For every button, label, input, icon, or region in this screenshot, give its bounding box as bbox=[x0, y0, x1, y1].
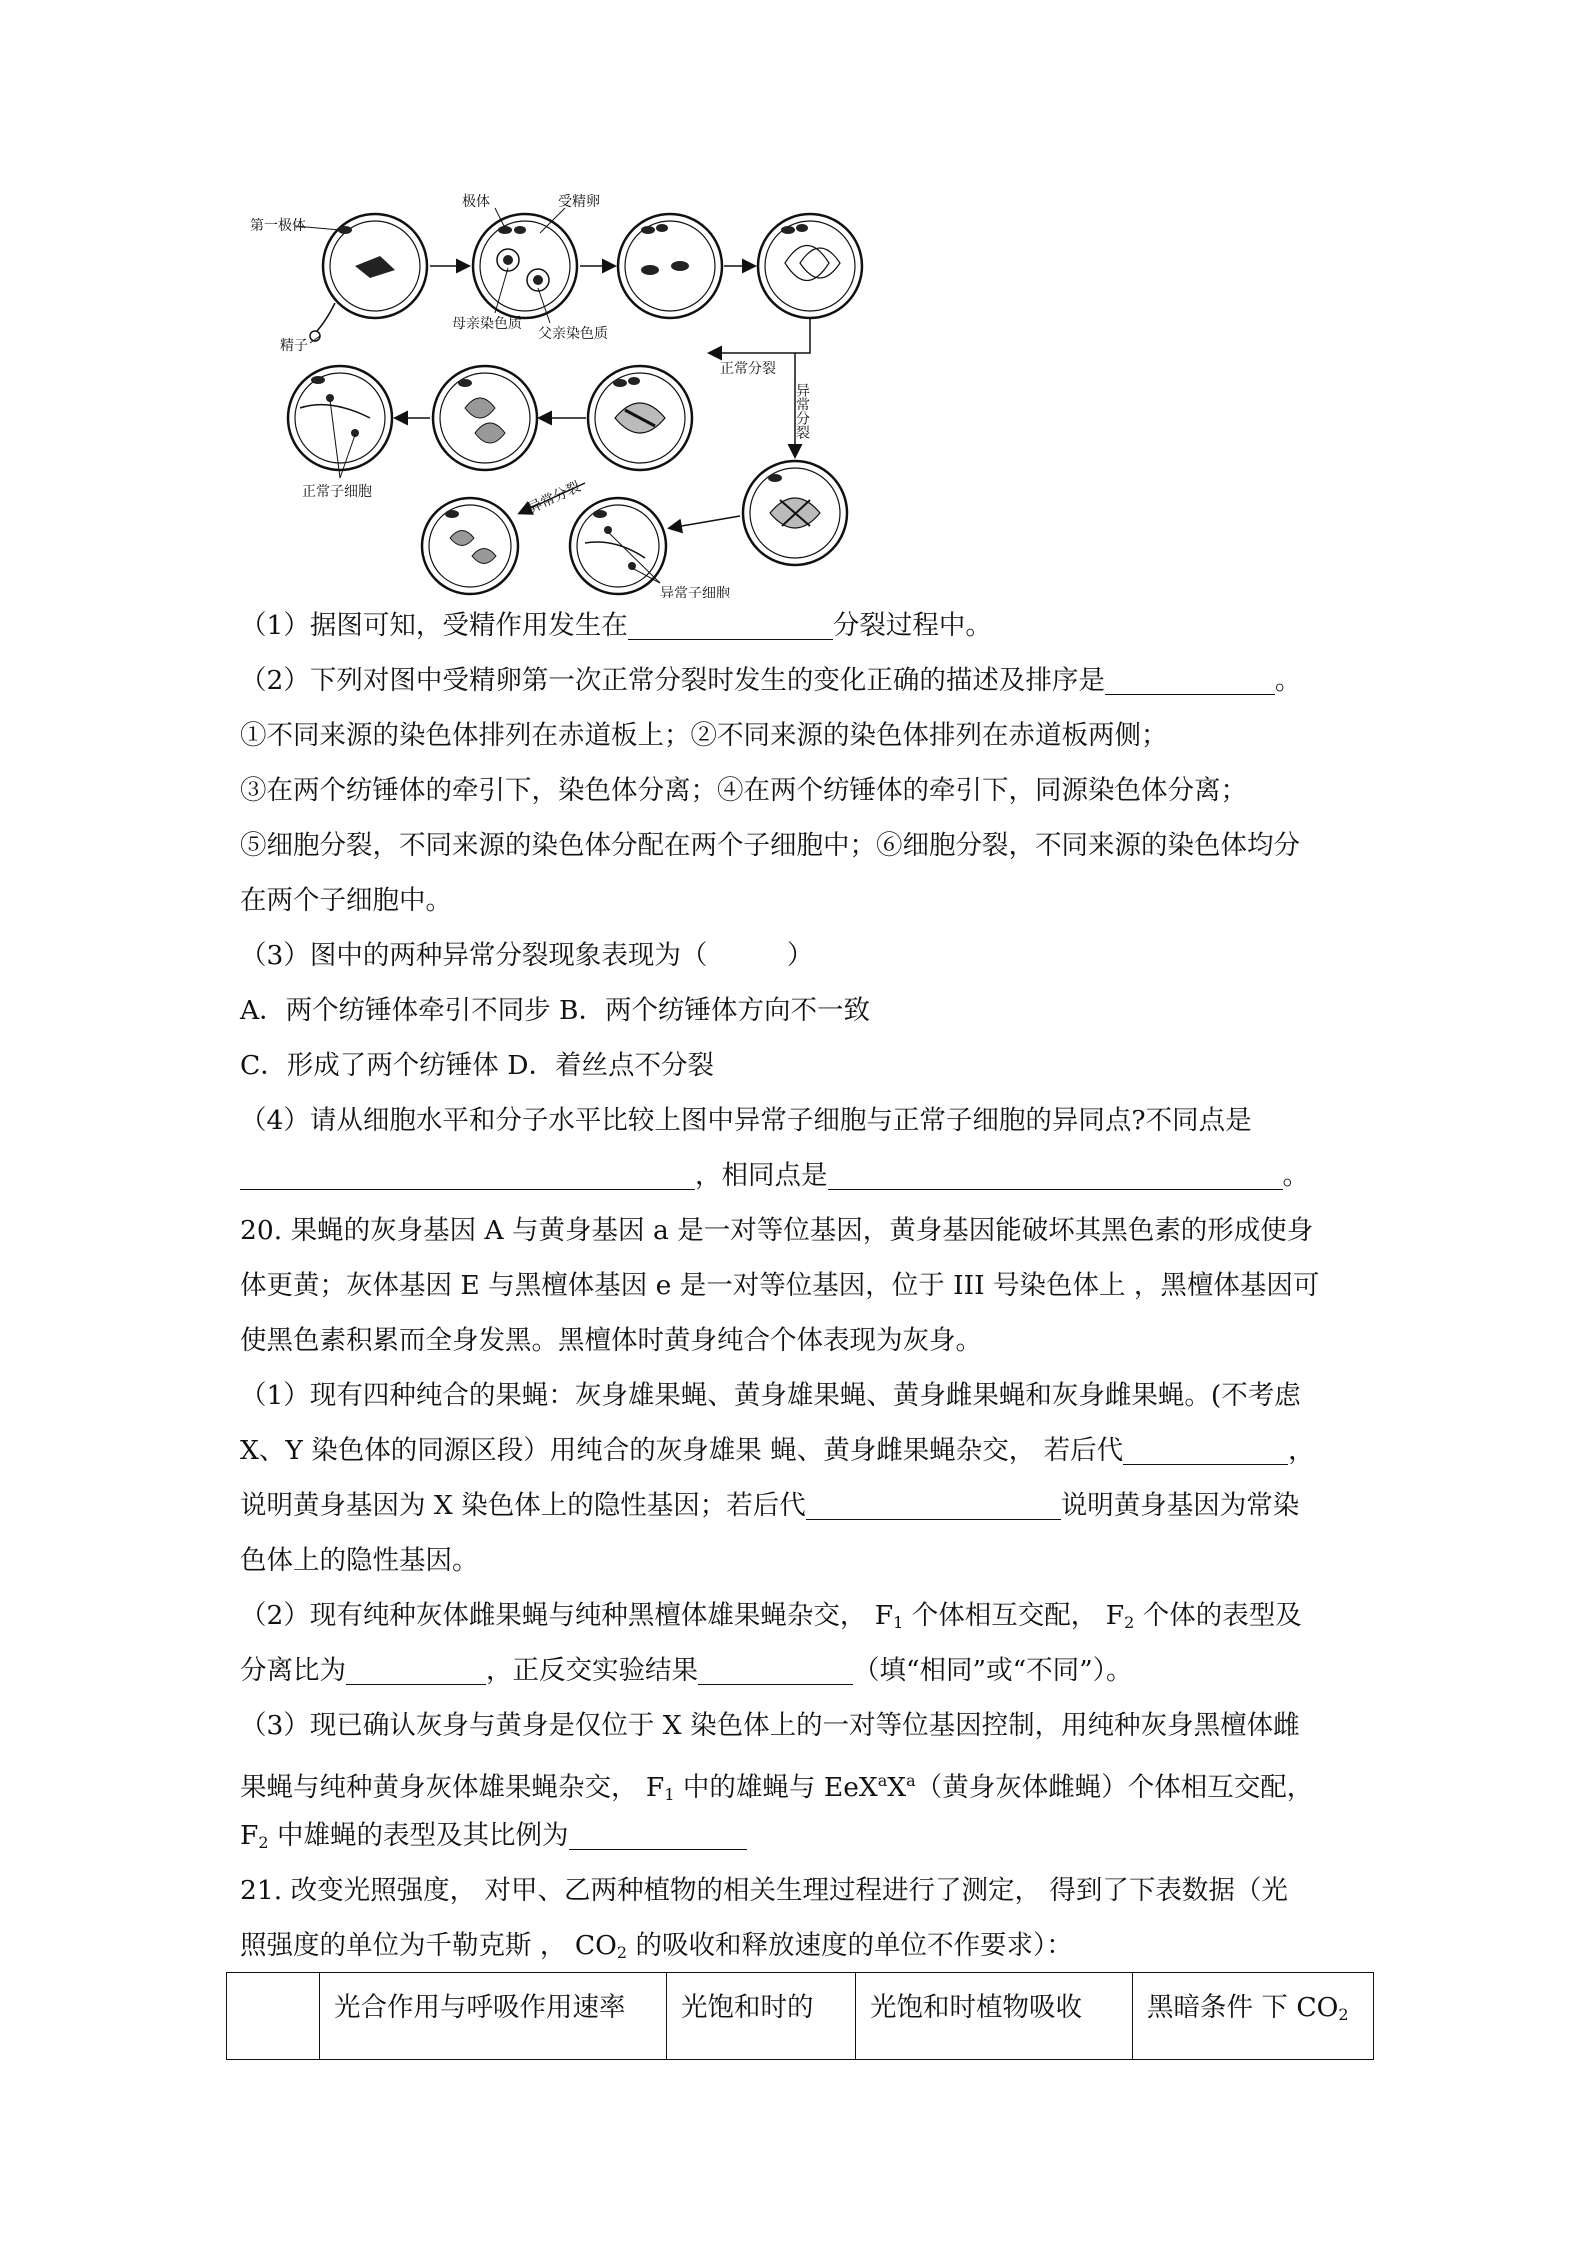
q19-1: （1）据图可知，受精作用发生在 分裂过程中。 bbox=[240, 610, 992, 641]
answer-blank[interactable] bbox=[828, 1159, 1283, 1190]
q20-1-b: X、Y 染色体的同源区段）用纯合的灰身雄果 蝇、黄身雌果蝇杂交， 若后代 ， bbox=[240, 1435, 1315, 1466]
q20-stem-3: 使黑色素积累而全身发黑。黑檀体时黄身纯合个体表现为灰身。 bbox=[240, 1325, 982, 1356]
cell-10 bbox=[743, 461, 847, 565]
label-abnormal-division-vertical: 异常分裂 bbox=[794, 383, 810, 439]
q20-3-a: （3）现已确认灰身与黄身是仅位于 X 染色体上的一对等位基因控制，用纯种灰身黑檀体雌 bbox=[240, 1710, 1300, 1741]
q19-2-options-12: ①不同来源的染色体排列在赤道板上；②不同来源的染色体排列在赤道板两侧； bbox=[240, 720, 1168, 751]
q19-4-blanks: ，相同点是 。 bbox=[240, 1148, 1360, 1203]
cell-division-figure bbox=[240, 178, 880, 598]
q19-3-options-ab: A．两个纺锤体牵引不同步 B．两个纺锤体方向不一致 bbox=[240, 995, 871, 1026]
label-fertilized-egg: 受精卵 bbox=[558, 194, 600, 210]
table-cell: 黑暗条件 下 $CO_2$ bbox=[1133, 1973, 1374, 2060]
label-paternal-chromatin: 父亲染色质 bbox=[538, 326, 608, 342]
table-cell: 光合作用与呼吸作用速率 bbox=[320, 1973, 667, 2060]
table-cell: 光饱和时植物吸收 bbox=[856, 1973, 1133, 2060]
label-normal-daughter-cells: 正常子细胞 bbox=[302, 484, 372, 500]
q20-3-b: 果蝇与纯种黄身灰体雄果蝇杂交， $F_1$ 中的雄蝇与 $EeX^aX^a$（黄身灰体雌蝇）个体相互交配， bbox=[240, 1771, 1314, 1804]
answer-blank[interactable] bbox=[1123, 1434, 1288, 1465]
q19-2: （2）下列对图中受精卵第一次正常分裂时发生的变化正确的描述及排序是 。 bbox=[240, 665, 1302, 696]
answer-blank[interactable] bbox=[569, 1819, 747, 1850]
label-polar-body: 极体 bbox=[462, 194, 490, 210]
question-text bbox=[240, 598, 1360, 1973]
label-maternal-chromatin: 母亲染色质 bbox=[452, 316, 522, 332]
cell-1 bbox=[310, 214, 427, 341]
q20-1-c: 说明黄身基因为 X 染色体上的隐性基因；若后代 说明黄身基因为常染 bbox=[240, 1490, 1300, 1521]
cell-3 bbox=[618, 214, 722, 318]
cell-5 bbox=[288, 366, 392, 470]
answer-blank[interactable] bbox=[346, 1654, 486, 1685]
q20-1-a: （1）现有四种纯合的果蝇：灰身雄果蝇、黄身雄果蝇、黄身雌果蝇和灰身雌果蝇。(不考虑 bbox=[240, 1380, 1301, 1411]
q20-stem-1: 20. 果蝇的灰身基因 A 与黄身基因 a 是一对等位基因，黄身基因能破坏其黑色素的形成使身 bbox=[240, 1215, 1314, 1246]
q20-2-a: （2）现有纯种灰体雌果蝇与纯种黑檀体雄果蝇杂交， $F_1$ 个体相互交配， $F_2$ 个体的表型及 bbox=[240, 1600, 1302, 1632]
data-table bbox=[226, 1972, 1374, 2060]
answer-blank[interactable] bbox=[698, 1654, 853, 1685]
answer-blank[interactable] bbox=[240, 1159, 695, 1190]
cell-division-diagram bbox=[240, 178, 880, 598]
q19-2-options-56: ⑤细胞分裂，不同来源的染色体分配在两个子细胞中；⑥细胞分裂，不同来源的染色体均分 bbox=[240, 830, 1300, 861]
answer-blank[interactable] bbox=[1105, 664, 1275, 695]
cell-7 bbox=[588, 366, 692, 470]
q20-3-c: $F_2$ 中雄蝇的表型及其比例为 bbox=[240, 1808, 1360, 1863]
label-normal-division: 正常分裂 bbox=[720, 361, 776, 377]
answer-blank[interactable] bbox=[628, 609, 833, 640]
table-header-row bbox=[227, 1973, 1374, 2060]
q20-stem-2: 体更黄；灰体基因 E 与黑檀体基因 e 是一对等位基因，位于 III 号染色体上 ，黑檀体基因可 bbox=[240, 1270, 1320, 1301]
q20-2-b: 分离比为 ，正反交实验结果 （填“相同”或“不同”）。 bbox=[240, 1655, 1133, 1686]
q19-3: （3）图中的两种异常分裂现象表现为（ ） bbox=[240, 940, 814, 971]
cell-2 bbox=[473, 214, 577, 318]
label-abnormal-daughter-cells: 异常子细胞 bbox=[660, 586, 730, 598]
q21-stem-1: 21. 改变光照强度， 对甲、乙两种植物的相关生理过程进行了测定， 得到了下表数据（光 bbox=[240, 1875, 1288, 1906]
table-cell: 光饱和时的 bbox=[667, 1973, 856, 2060]
label-sperm: 精子 bbox=[280, 338, 308, 354]
q20-1-d: 色体上的隐性基因。 bbox=[240, 1545, 479, 1576]
q19-4: （4）请从细胞水平和分子水平比较上图中异常子细胞与正常子细胞的异同点?不同点是 bbox=[240, 1105, 1252, 1136]
cell-4 bbox=[758, 214, 862, 318]
q19-2-options-56-cont: 在两个子细胞中。 bbox=[240, 885, 452, 916]
q19-2-options-34: ③在两个纺锤体的牵引下，染色体分离；④在两个纺锤体的牵引下，同源染色体分离； bbox=[240, 775, 1247, 806]
answer-blank[interactable] bbox=[806, 1489, 1061, 1520]
cell-9 bbox=[570, 498, 666, 594]
q19-3-options-cd: C．形成了两个纺锤体 D．着丝点不分裂 bbox=[240, 1050, 714, 1081]
table-cell bbox=[227, 1973, 320, 2060]
label-first-polar-body: 第一极体 bbox=[250, 218, 306, 234]
label-abnormal-division-diagonal: 异常分裂 bbox=[525, 478, 584, 518]
cell-8 bbox=[422, 498, 518, 594]
q21-stem-2: 照强度的单位为千勒克斯 ， $CO_2$ 的吸收和释放速度的单位不作要求）： bbox=[240, 1930, 1073, 1962]
cell-6 bbox=[433, 366, 537, 470]
